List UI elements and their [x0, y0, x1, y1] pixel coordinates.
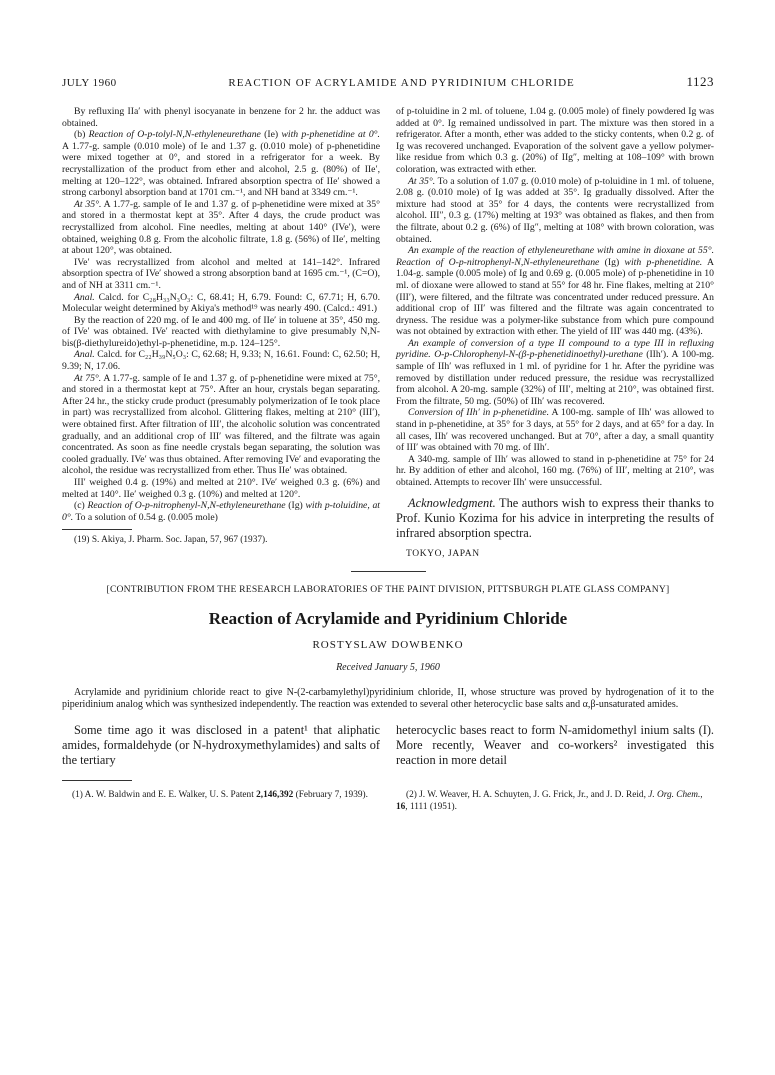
footnote-left — [62, 774, 380, 823]
paragraph: Anal. Calcd. for C₂₈H₃₃N₃O₃: C, 68.41; H, 6.79. Found: C, 67.71; H, 6.70. Molecular weight determined by Akiya's method¹⁹ was nearly 490. (Calcd.: 491.) — [62, 291, 380, 315]
paragraph: Conversion of IIh′ in p-phenetidine. A 100-mg. sample of IIh′ was allowed to stand in p-phenetidine, at 35° for 3 days, at 55° for 2 days, and at 65° for a day. In all cases, IIh′ was recovered unchanged. But at 70°, after a day, a small quantity of III′ was obtained with 70 mg. of IIh′. — [396, 407, 714, 454]
footnote: (2) J. W. Weaver, H. A. Schuyten, J. G. Frick, Jr., and J. D. Reid, J. Org. Chem., 16, 1111 (1951). — [396, 790, 703, 812]
signature-location: TOKYO, JAPAN — [406, 548, 480, 559]
top-columns — [62, 106, 714, 560]
paragraph: (b) Reaction of O-p-tolyl-N,N-ethyleneurethane (Ie) with p-phenetidine at 0°. A 1.77-g. sample (0.010 mole) of Ie and 1.37 g. (0.010 mole) of p-phenetidine were mixed together at 0°, and stored in a refrigerator for a week. By recrystallization of the product from ether and alcohol, 2.5 g. (80%) of IIe′, melting at 120–122°, was obtained. Infrared absorption spectra of IIe′ showed a strong carbonyl absorption band at 1701 cm.⁻¹, and NH band at 3349 cm.⁻¹. — [62, 129, 380, 199]
paragraph: At 35°. To a solution of 1.07 g. (0.010 mole) of p-toluidine in 1 ml. of toluene, 2.08 g. (0.010 mole) of Ig was added at 35°. Ig gradually dissolved. After the mixture had stood at 35° for 4 days, the contents were recrystallized from alcohol. III″, 0.3 g. (17%) melting at 193° was obtained as flakes, and then from the filtrate, about 0.2 g. (6%) of IIg″, melting at 108° with brown coloration, was obtained. — [396, 175, 714, 245]
footnote-right — [396, 774, 714, 823]
running-head — [62, 74, 714, 90]
paragraph: By refluxing IIa′ with phenyl isocyanate in benzene for 2 hr. the adduct was obtained. — [62, 106, 380, 129]
paragraph: An example of the reaction of ethyleneurethane with amine in dioxane at 55°. Reaction of O-p-nitrophenyl-N,N-ethyleneurethane (Ig) with p-phenetidine. A 1.04-g. sample (0.005 mole) of Ig and 0.69 g. (0.005 mole) of p-phenetidine in 10 ml. of dioxane were allowed to stand at 55° for 48 hr. Fine flakes, melting at 210° (III′), were filtered, and the filtrate was concentrated under reduced pressure. An additional crop of III′ was filtered and the filtrate was again concentrated to dryness. The residue was a polymer-like substance from which pure compound was not obtained by extraction with ether. The yield of III′ was 440 mg. (43%). — [396, 245, 714, 338]
paragraph: A 340-mg. sample of IIh′ was allowed to stand in p-phenetidine at 75° for 24 hr. By addition of ether and alcohol, 160 mg. (76%) of III′, melting at 210°, was obtained. Attempts to recover IIh′ were unsuccessful. — [396, 453, 714, 488]
right-column — [396, 106, 714, 560]
paragraph: An example of conversion of a type II compound to a type III in refluxing pyridine. O-p-Chlorophenyl-N-(β-p-phenetidinoethyl)-urethane (IIh′). A 100-mg. sample of IIh′ was refluxed in 1 ml. of pyridine for 1 hr. After the pyridine was removed by distillation under reduced pressure, the residue was recrystallized from alcohol. A 20-mg. sample (32%) of III′, melting at 210°, was obtained first. From the filtrate, 50 mg. (50%) of IIh′ was recovered. — [396, 337, 714, 407]
journal-page — [62, 74, 714, 823]
paragraph: Some time ago it was disclosed in a patent¹ that aliphatic amides, formaldehyde (or N-hydroxymethylamides) and salts of the tertiary — [62, 723, 380, 768]
paragraph: At 75°. A 1.77-g. sample of Ie and 1.37 g. of p-phenetidine were mixed at 75°, and stored in a thermostat kept at 75°. After an hour, crystals began separating. After 24 hr., the sticky crude product (presumably polymerization of Ie took place in part) was recrystallized from alcohol. Glittering flakes, melting at 210° (III′), were obtained first. After filtration of III′, the alcoholic solution was concentrated gradually, and an additional crop of III′ was filtered, and the filtrate was again concentrated. As soon as fine needle crystals began separating, the solution was cooled gradually. IVe′ was thus obtained. After removing IVe′ and evaporating the alcohol, the residue was recrystallized from ether. Thus IIe′ was obtained. — [62, 372, 380, 477]
header-title: REACTION OF ACRYLAMIDE AND PYRIDINIUM CHLORIDE — [228, 77, 575, 89]
paragraph: heterocyclic bases react to form N-amidomethyl inium salts (I). More recently, Weaver and co-workers² investigated this reaction in more detail — [396, 723, 714, 768]
bottom-footnotes — [62, 774, 714, 823]
abstract: Acrylamide and pyridinium chloride react to give N-(2-carbamylethyl)pyridinium chloride, II, whose structure was proved by hydrogenation of it to the piperidinium analog which was synthesized independently. The reaction was extended to several other heterocyclic base salts and α,β-unsaturated amides. — [62, 687, 714, 711]
body-columns — [62, 723, 714, 768]
article-author: ROSTYSLAW DOWBENKO — [312, 639, 464, 652]
acknowledgment: Acknowledgment. The authors wish to express their thanks to Prof. Kunio Kozima for his advice in interpreting the results of infrared absorption spectra. — [396, 495, 714, 540]
page-number: 1123 — [686, 74, 714, 89]
paragraph: Anal. Calcd. for C₂₂H₃₉N₅O₃: C, 62.68; H, 9.33; N, 16.61. Found: C, 62.50; H, 9.39; N, 17.06. — [62, 349, 380, 373]
paragraph: of p-toluidine in 2 ml. of toluene, 1.04 g. (0.005 mole) of finely powdered Ig was added at 0°. Ig remained undissolved in part. The mixture was then stored in a refrigerator. After a month, ether was added to the sticky contents, when 0.2 g. of Ig was recovered unchanged. Evaporation of the solvent gave a yellow polymer-like residue from which 0.3 g. (20%) of IIg″, melting at 108–109° with brown coloration, was extracted with ether. — [396, 106, 714, 175]
section-divider — [351, 571, 426, 572]
paragraph: III′ weighed 0.4 g. (19%) and melted at 210°. IVe′ weighed 0.3 g. (6%) and melted at 140°. IIe′ weighed 0.3 g. (10%) and melted at 120°. — [62, 477, 380, 500]
body-left — [62, 723, 380, 768]
contribution-line: [CONTRIBUTION FROM THE RESEARCH LABORATORIES OF THE PAINT DIVISION, PITTSBURGH PLATE GLASS COMPANY] — [106, 584, 670, 596]
article-title: Reaction of Acrylamide and Pyridinium Chloride — [208, 609, 568, 629]
paragraph: At 35°. A 1.77-g. sample of Ie and 1.37 g. of p-phenetidine were mixed at 35° and stored in a thermostat kept at 35°. After 4 days, the crude product was recrystallized from alcohol. Fine needles, melting at about 140° (IVe′), were obtained, weighing 0.8 g. From the alcoholic filtrate, 1.8 g. (56%) of IIe′, melting at about 120°, was obtained. — [62, 198, 380, 257]
body-right — [396, 723, 714, 768]
paragraph: IVe′ was recrystallized from alcohol and melted at 141–142°. Infrared absorption spectra of IVe′ showed a strong absorption band at 1695 cm.⁻¹, (C=O), and of NH at 3311 cm.⁻¹. — [62, 256, 380, 291]
left-column — [62, 106, 380, 560]
footnote-rule — [62, 529, 132, 530]
paragraph: By the reaction of 220 mg. of Ie and 400 mg. of IIe′ in toluene at 35°, 450 mg. of IVe′ was obtained. IVe′ reacted with diethylamine to give presumably N,N-bis(β-diethylureido)ethyl-p-phenetidine, m.p. 124–125°. — [62, 314, 380, 349]
footnote-rule — [62, 780, 132, 781]
footnote: (1) A. W. Baldwin and E. E. Walker, U. S. Patent 2,146,392 (February 7, 1939). — [72, 790, 368, 801]
received-date: Received January 5, 1960 — [336, 662, 440, 674]
footnote: (19) S. Akiya, J. Pharm. Soc. Japan, 57, 967 (1937). — [74, 535, 268, 546]
paragraph: (c) Reaction of O-p-nitrophenyl-N,N-ethyleneurethane (Ig) with p-toluidine, at 0°. To a solution of 0.54 g. (0.005 mole) — [62, 500, 380, 523]
header-date: JULY 1960 — [62, 77, 117, 89]
